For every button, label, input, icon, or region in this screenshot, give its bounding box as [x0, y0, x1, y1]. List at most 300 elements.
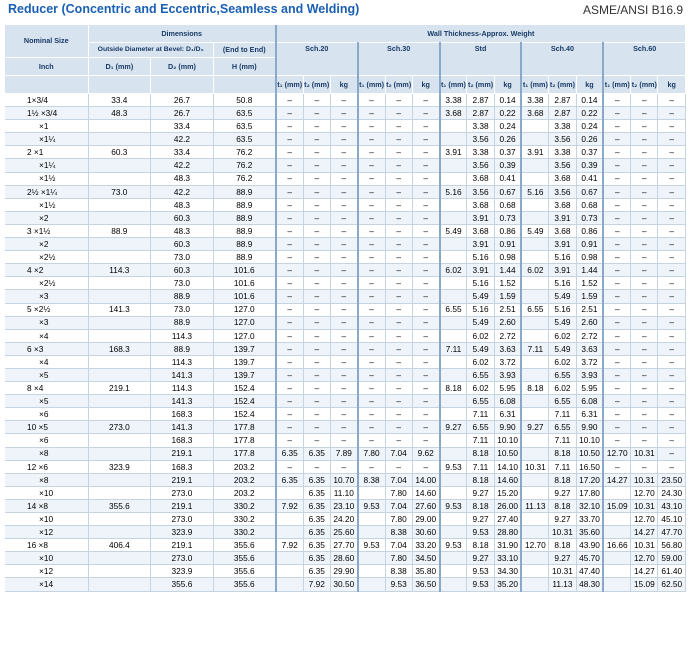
value-cell: – [303, 421, 330, 434]
value-cell [521, 486, 548, 499]
value-cell: – [330, 133, 357, 146]
value-cell [440, 434, 467, 447]
table-row [5, 578, 686, 591]
table-row [5, 355, 686, 368]
value-cell [88, 355, 151, 368]
table-row [5, 447, 686, 460]
value-cell: – [358, 355, 385, 368]
value-cell [88, 565, 151, 578]
sub-header-row [5, 76, 686, 94]
value-cell: – [603, 434, 630, 447]
value-cell: 10.31 [631, 447, 658, 460]
value-cell: – [412, 264, 439, 277]
value-cell: 101.6 [213, 290, 276, 303]
value-cell: – [358, 264, 385, 277]
value-cell [521, 565, 548, 578]
value-cell: 50.8 [213, 94, 276, 107]
value-cell: 6.55 [467, 421, 494, 434]
value-cell: 76.2 [213, 172, 276, 185]
value-cell [521, 290, 548, 303]
value-cell: 60.3 [151, 211, 214, 224]
value-cell: – [631, 133, 658, 146]
size-cell: 1×3/4 [5, 94, 88, 107]
value-cell: 7.11 [467, 408, 494, 421]
value-cell: 203.2 [213, 460, 276, 473]
value-cell: – [385, 133, 412, 146]
value-cell: 0.39 [576, 159, 603, 172]
value-cell [603, 578, 630, 591]
value-cell: – [276, 146, 303, 159]
value-cell: – [412, 395, 439, 408]
value-cell: – [303, 395, 330, 408]
value-cell: – [631, 264, 658, 277]
value-cell: – [631, 251, 658, 264]
value-cell: – [276, 355, 303, 368]
value-cell: – [631, 316, 658, 329]
value-cell: – [658, 329, 686, 342]
value-cell [521, 355, 548, 368]
value-cell [440, 238, 467, 251]
value-cell: 2.87 [549, 107, 576, 120]
value-cell [440, 447, 467, 460]
size-cell: ×10 [5, 513, 88, 526]
value-cell: – [412, 211, 439, 224]
h-header: H (mm) [213, 58, 276, 76]
value-cell: – [358, 395, 385, 408]
value-cell: 12.70 [521, 539, 548, 552]
value-cell: – [412, 460, 439, 473]
value-cell: – [303, 251, 330, 264]
value-cell: 3.38 [440, 94, 467, 107]
value-cell: 323.9 [151, 565, 214, 578]
value-cell [521, 133, 548, 146]
value-cell [276, 552, 303, 565]
table-row [5, 539, 686, 552]
end-to-end-header: (End to End) [213, 43, 276, 58]
value-cell: 0.86 [494, 224, 521, 237]
value-cell: 5.49 [467, 290, 494, 303]
value-cell: 323.9 [88, 460, 151, 473]
value-cell: – [412, 329, 439, 342]
value-cell: – [330, 238, 357, 251]
value-cell: – [330, 224, 357, 237]
value-cell: – [385, 146, 412, 159]
value-cell: 5.16 [549, 251, 576, 264]
value-cell: 15.09 [631, 578, 658, 591]
value-cell [521, 120, 548, 133]
value-cell: – [412, 342, 439, 355]
value-cell: 141.3 [151, 395, 214, 408]
value-cell: – [358, 120, 385, 133]
value-cell: 42.2 [151, 185, 214, 198]
value-cell: 7.11 [549, 460, 576, 473]
value-cell: 3.68 [467, 198, 494, 211]
value-cell: – [631, 185, 658, 198]
value-cell [521, 552, 548, 565]
value-cell: 33.4 [151, 120, 214, 133]
value-cell: – [276, 264, 303, 277]
value-cell: 33.70 [576, 513, 603, 526]
t2-subheader: t₂ (mm) [303, 76, 330, 94]
value-cell: – [303, 133, 330, 146]
value-cell: – [276, 238, 303, 251]
value-cell: 14.00 [412, 473, 439, 486]
value-cell: – [658, 224, 686, 237]
value-cell: 5.95 [576, 382, 603, 395]
t1-subheader: t₁ (mm) [276, 76, 303, 94]
value-cell: 0.68 [494, 198, 521, 211]
value-cell: 6.02 [549, 382, 576, 395]
value-cell: – [276, 120, 303, 133]
value-cell: – [330, 94, 357, 107]
value-cell: – [658, 395, 686, 408]
value-cell: – [276, 185, 303, 198]
value-cell [521, 238, 548, 251]
value-cell: – [603, 94, 630, 107]
value-cell: 101.6 [213, 264, 276, 277]
value-cell [440, 198, 467, 211]
nominal-size-header: Nominal Size [5, 25, 88, 58]
value-cell: 48.3 [88, 107, 151, 120]
value-cell: – [276, 382, 303, 395]
value-cell: 6.02 [549, 355, 576, 368]
value-cell: 7.80 [385, 513, 412, 526]
value-cell: 6.02 [467, 329, 494, 342]
value-cell: – [631, 342, 658, 355]
value-cell: 7.11 [467, 460, 494, 473]
value-cell [440, 565, 467, 578]
size-cell: ×2½ [5, 251, 88, 264]
value-cell: 8.18 [549, 499, 576, 512]
value-cell [88, 290, 151, 303]
value-cell [88, 447, 151, 460]
d1-header: D₁ (mm) [88, 58, 151, 76]
value-cell: – [330, 159, 357, 172]
value-cell: 60.3 [151, 238, 214, 251]
value-cell: – [276, 94, 303, 107]
value-cell: – [631, 395, 658, 408]
value-cell: – [385, 198, 412, 211]
value-cell: – [658, 120, 686, 133]
value-cell: 3.38 [467, 146, 494, 159]
inch-header: Inch [5, 58, 88, 76]
value-cell: 1.52 [576, 277, 603, 290]
kg-subheader: kg [658, 76, 686, 94]
value-cell: 6.35 [303, 513, 330, 526]
value-cell: – [358, 329, 385, 342]
value-cell: – [603, 172, 630, 185]
value-cell: 9.53 [467, 526, 494, 539]
size-cell: 5 ×2½ [5, 303, 88, 316]
table-row [5, 460, 686, 473]
value-cell: 2.87 [467, 94, 494, 107]
value-cell: 5.49 [440, 224, 467, 237]
t2-subheader: t₂ (mm) [549, 76, 576, 94]
value-cell [276, 565, 303, 578]
table-row [5, 172, 686, 185]
value-cell [521, 316, 548, 329]
dimensions-header: Dimensions [88, 25, 276, 43]
value-cell: – [603, 107, 630, 120]
value-cell: 3.56 [467, 185, 494, 198]
value-cell: 3.56 [549, 185, 576, 198]
value-cell: 355.6 [213, 578, 276, 591]
value-cell: – [303, 368, 330, 381]
value-cell: – [603, 224, 630, 237]
value-cell: 5.95 [494, 382, 521, 395]
value-cell: 9.27 [549, 486, 576, 499]
value-cell [603, 513, 630, 526]
value-cell: – [412, 185, 439, 198]
value-cell: 0.91 [576, 238, 603, 251]
value-cell: 33.20 [412, 539, 439, 552]
value-cell: 27.40 [494, 513, 521, 526]
value-cell [88, 395, 151, 408]
value-cell: 3.91 [521, 146, 548, 159]
value-cell: – [658, 316, 686, 329]
value-cell: – [330, 303, 357, 316]
value-cell: 8.18 [521, 382, 548, 395]
value-cell: – [276, 368, 303, 381]
value-cell: 34.50 [412, 552, 439, 565]
value-cell: 27.60 [412, 499, 439, 512]
value-cell: – [358, 408, 385, 421]
value-cell: – [631, 382, 658, 395]
value-cell: 114.3 [151, 382, 214, 395]
value-cell [603, 526, 630, 539]
value-cell: – [631, 238, 658, 251]
value-cell [358, 552, 385, 565]
value-cell: – [412, 316, 439, 329]
value-cell: – [385, 460, 412, 473]
value-cell: 7.04 [385, 447, 412, 460]
value-cell: 219.1 [151, 473, 214, 486]
table-row [5, 251, 686, 264]
value-cell: – [276, 224, 303, 237]
value-cell [440, 277, 467, 290]
value-cell: 0.98 [494, 251, 521, 264]
value-cell: 330.2 [213, 499, 276, 512]
value-cell: 273.0 [88, 421, 151, 434]
size-cell: 12 ×6 [5, 460, 88, 473]
value-cell: – [303, 408, 330, 421]
value-cell: 35.80 [412, 565, 439, 578]
value-cell: 14.27 [631, 526, 658, 539]
value-cell: 3.38 [549, 120, 576, 133]
table-row [5, 107, 686, 120]
value-cell: – [330, 172, 357, 185]
value-cell: 3.68 [549, 172, 576, 185]
value-cell: 88.9 [213, 211, 276, 224]
value-cell [358, 486, 385, 499]
value-cell [88, 552, 151, 565]
value-cell [521, 329, 548, 342]
value-cell: 6.35 [303, 552, 330, 565]
value-cell: 6.55 [521, 303, 548, 316]
value-cell: 6.55 [440, 303, 467, 316]
table-row [5, 552, 686, 565]
table-row [5, 146, 686, 159]
standard-label: ASME/ANSI B16.9 [582, 3, 683, 17]
value-cell: – [603, 382, 630, 395]
value-cell: 6.55 [467, 395, 494, 408]
value-cell: 23.50 [658, 473, 686, 486]
value-cell: – [358, 434, 385, 447]
value-cell: – [412, 382, 439, 395]
value-cell: 26.7 [151, 94, 214, 107]
value-cell: 168.3 [151, 434, 214, 447]
value-cell: – [303, 290, 330, 303]
value-cell: – [385, 303, 412, 316]
value-cell: 9.53 [467, 565, 494, 578]
value-cell: 9.27 [521, 421, 548, 434]
value-cell: – [385, 238, 412, 251]
value-cell: – [412, 172, 439, 185]
value-cell: 3.91 [549, 211, 576, 224]
value-cell: – [631, 198, 658, 211]
value-cell [440, 526, 467, 539]
value-cell: 6.31 [494, 408, 521, 421]
size-cell: ×12 [5, 526, 88, 539]
value-cell: 28.80 [494, 526, 521, 539]
value-cell: – [358, 94, 385, 107]
value-cell [521, 395, 548, 408]
value-cell: 8.18 [549, 473, 576, 486]
value-cell: 273.0 [151, 486, 214, 499]
size-cell: ×3 [5, 316, 88, 329]
value-cell: – [330, 185, 357, 198]
value-cell: – [358, 198, 385, 211]
value-cell: – [658, 198, 686, 211]
value-cell: 6.35 [276, 447, 303, 460]
value-cell: – [631, 303, 658, 316]
value-cell: – [603, 355, 630, 368]
value-cell: – [303, 277, 330, 290]
value-cell: 219.1 [88, 382, 151, 395]
table-row [5, 264, 686, 277]
value-cell: 141.3 [151, 368, 214, 381]
value-cell: – [385, 382, 412, 395]
value-cell: – [603, 316, 630, 329]
value-cell: 7.11 [549, 434, 576, 447]
value-cell: 1.59 [576, 290, 603, 303]
value-cell: 17.20 [576, 473, 603, 486]
value-cell: – [385, 264, 412, 277]
value-cell: 0.24 [494, 120, 521, 133]
value-cell: 2.60 [494, 316, 521, 329]
value-cell: 59.00 [658, 552, 686, 565]
value-cell: – [658, 368, 686, 381]
value-cell: – [358, 342, 385, 355]
value-cell: 60.3 [88, 146, 151, 159]
value-cell: 88.9 [151, 316, 214, 329]
value-cell: 42.2 [151, 159, 214, 172]
value-cell: – [303, 159, 330, 172]
value-cell: 48.3 [151, 224, 214, 237]
table-row [5, 513, 686, 526]
value-cell: – [658, 408, 686, 421]
value-cell: – [330, 251, 357, 264]
value-cell: 5.49 [549, 290, 576, 303]
reducer-table [5, 25, 686, 592]
value-cell: 76.2 [213, 159, 276, 172]
value-cell: 88.9 [151, 342, 214, 355]
value-cell [440, 211, 467, 224]
value-cell: 7.92 [276, 539, 303, 552]
value-cell: 6.35 [276, 473, 303, 486]
value-cell [88, 277, 151, 290]
value-cell: – [658, 355, 686, 368]
value-cell: 5.16 [440, 185, 467, 198]
value-cell: – [603, 146, 630, 159]
value-cell: 47.70 [658, 526, 686, 539]
value-cell: 0.41 [576, 172, 603, 185]
value-cell: – [276, 159, 303, 172]
value-cell: 2.51 [576, 303, 603, 316]
value-cell: 114.3 [151, 329, 214, 342]
value-cell: 10.31 [631, 473, 658, 486]
value-cell: – [412, 224, 439, 237]
value-cell: 45.10 [658, 513, 686, 526]
value-cell: 7.04 [385, 473, 412, 486]
t2-subheader: t₂ (mm) [385, 76, 412, 94]
value-cell: 6.02 [467, 355, 494, 368]
value-cell: 101.6 [213, 277, 276, 290]
value-cell: – [631, 355, 658, 368]
value-cell: 6.31 [576, 408, 603, 421]
value-cell: – [631, 408, 658, 421]
value-cell: – [303, 107, 330, 120]
value-cell: – [276, 434, 303, 447]
t2-subheader: t₂ (mm) [467, 76, 494, 94]
value-cell: 2.87 [467, 107, 494, 120]
value-cell: 7.80 [358, 447, 385, 460]
value-cell: 3.91 [549, 238, 576, 251]
value-cell: 1.52 [494, 277, 521, 290]
value-cell: 2.72 [494, 329, 521, 342]
value-cell: 6.02 [440, 264, 467, 277]
value-cell: 5.16 [467, 277, 494, 290]
table-row [5, 211, 686, 224]
value-cell: – [385, 107, 412, 120]
value-cell: 7.80 [385, 486, 412, 499]
value-cell: – [658, 447, 686, 460]
value-cell: 139.7 [213, 355, 276, 368]
value-cell: 0.26 [576, 133, 603, 146]
kg-subheader: kg [412, 76, 439, 94]
value-cell [521, 368, 548, 381]
value-cell: 88.9 [213, 185, 276, 198]
value-cell: – [330, 421, 357, 434]
value-cell: – [276, 460, 303, 473]
value-cell: 177.8 [213, 421, 276, 434]
value-cell: – [358, 185, 385, 198]
value-cell: 14.27 [603, 473, 630, 486]
value-cell: 6.08 [494, 395, 521, 408]
value-cell: – [412, 146, 439, 159]
value-cell: 23.10 [330, 499, 357, 512]
value-cell: – [358, 368, 385, 381]
value-cell: 9.53 [358, 539, 385, 552]
value-cell: – [603, 290, 630, 303]
value-cell: – [385, 355, 412, 368]
value-cell: – [658, 290, 686, 303]
value-cell: 3.91 [467, 211, 494, 224]
value-cell: 42.2 [151, 133, 214, 146]
value-cell: 0.14 [494, 94, 521, 107]
value-cell: 7.11 [521, 342, 548, 355]
value-cell: – [658, 342, 686, 355]
